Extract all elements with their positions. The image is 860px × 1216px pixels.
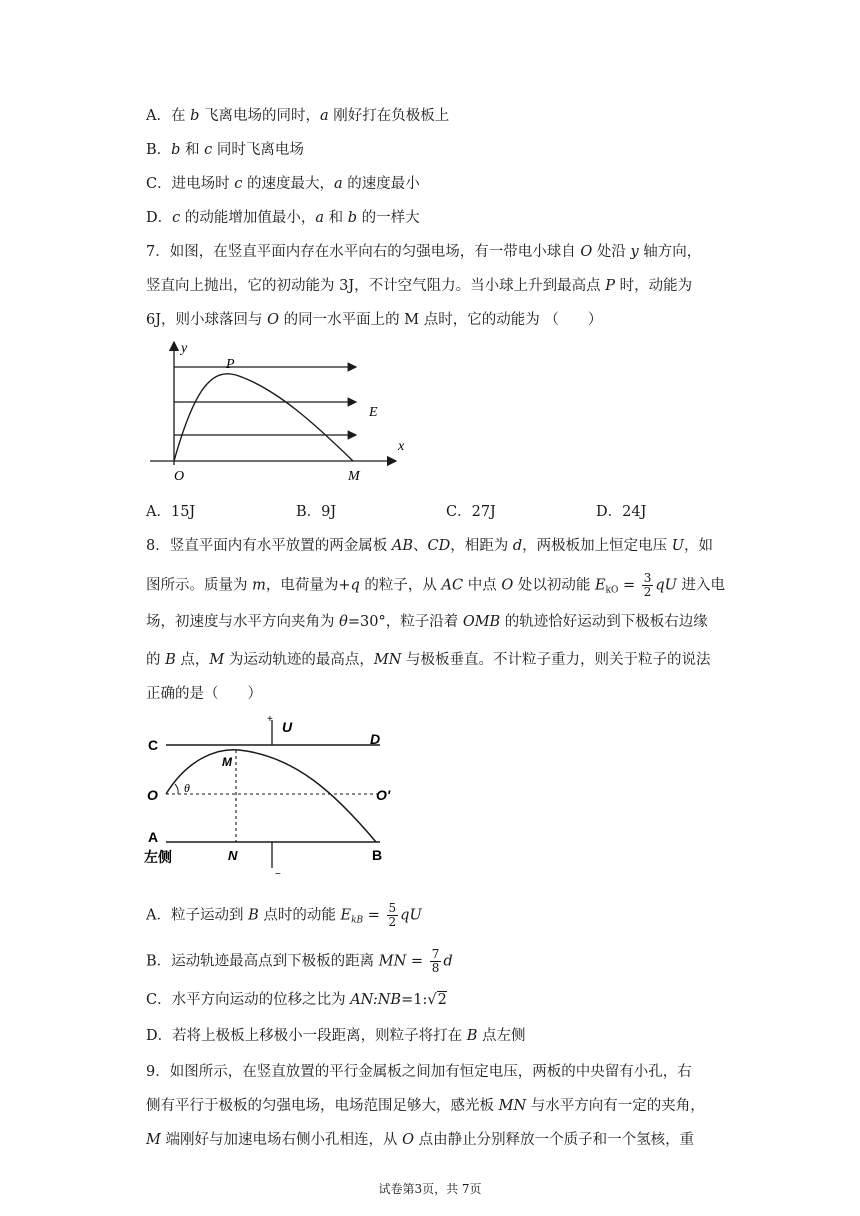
- q6-option-a: [146, 106, 449, 126]
- text: A．粒子运动到: [146, 907, 249, 924]
- text: 场，初速度与水平方向夹角为: [146, 614, 340, 630]
- q7-options: [146, 502, 706, 522]
- var: AC: [441, 577, 464, 594]
- text: 的同一水平面上的 M 点时，它的动能为 （ ）: [279, 312, 603, 328]
- text: 为运动轨迹的最高点，: [224, 652, 374, 668]
- fraction: [642, 572, 654, 599]
- q8-option-c: [146, 990, 447, 1010]
- label-theta: θ: [184, 781, 190, 795]
- text: 正确的是（ ）: [146, 686, 262, 702]
- text: 7．如图，在竖直平面内存在水平向右的匀强电场，有一带电小球自: [146, 244, 581, 260]
- denominator: 8: [431, 961, 440, 975]
- option-label: B．: [146, 142, 172, 158]
- var: MN: [373, 652, 402, 668]
- q7-option-d: D．24J: [596, 504, 647, 520]
- option-label: A．: [146, 108, 171, 124]
- denominator: 2: [388, 915, 397, 929]
- text: 的速度最大，: [242, 176, 334, 192]
- var: a: [315, 210, 325, 226]
- text: 刚好打在负极板上: [328, 108, 450, 124]
- text: 的轨迹恰好运动到下极板右边缘: [500, 614, 708, 630]
- var: m: [252, 577, 266, 594]
- var: U: [671, 538, 684, 554]
- q8-line-3: [146, 612, 708, 632]
- var: b: [171, 142, 181, 158]
- text: 进入电: [676, 577, 726, 594]
- radicand: 2: [437, 992, 447, 1008]
- text: 9．如图所示，在竖直放置的平行金属板之间加有恒定电压，两板的中央留有小孔，右: [146, 1064, 692, 1080]
- var: d: [512, 538, 523, 554]
- q8-line-1: [146, 536, 713, 556]
- var: d: [443, 953, 453, 970]
- var: b: [190, 108, 200, 124]
- text: ，两极板加上恒定电压: [522, 538, 672, 554]
- var: MN: [378, 953, 407, 970]
- var: b: [347, 210, 358, 226]
- text: 的动能增加值最小，: [180, 210, 316, 226]
- var: E: [594, 577, 606, 594]
- text: 6J，则小球落回与: [146, 312, 268, 328]
- text: 端刚好与加速电场右侧小孔相连，从: [160, 1132, 403, 1148]
- fraction: [430, 948, 442, 975]
- option-label: C．: [146, 176, 172, 192]
- text: B．运动轨迹最高点到下极板的距离: [146, 953, 379, 970]
- text: =30°，粒子沿着: [347, 614, 463, 630]
- text: ，电荷量为+: [265, 577, 351, 594]
- label-o-prime: O': [376, 787, 391, 803]
- label-x: x: [398, 439, 405, 454]
- label-c: C: [148, 737, 159, 753]
- q7-option-b: B．9J: [296, 504, 337, 520]
- text: 点，: [175, 652, 210, 668]
- label-y: y: [181, 341, 188, 356]
- label-d: D: [370, 731, 381, 747]
- text: 轴方向，: [638, 244, 702, 260]
- label-a: A: [148, 829, 159, 845]
- text: 时，动能为: [615, 278, 693, 294]
- text: 、: [412, 538, 428, 554]
- var: OMB: [462, 614, 501, 630]
- label-p: P: [226, 357, 235, 372]
- var: c: [204, 142, 213, 158]
- text: 的: [146, 652, 166, 668]
- text: 处沿: [592, 244, 631, 260]
- trajectory-curve: [166, 750, 376, 842]
- label-plus: +: [267, 714, 273, 725]
- fraction: [387, 902, 399, 929]
- text: ，如: [683, 538, 713, 554]
- q7-figure: [146, 340, 426, 485]
- text: 8．竖直平面内有水平放置的两金属板: [146, 538, 392, 554]
- text: 与水平方向有一定的夹角，: [526, 1098, 705, 1114]
- var: M: [146, 1132, 161, 1148]
- var: E: [340, 907, 352, 924]
- text: D．若将上极板上移极小一段距离，则粒子将打在: [146, 1028, 467, 1044]
- text: C．水平方向运动的位移之比为: [146, 992, 351, 1008]
- q9-line-2: [146, 1096, 705, 1116]
- label-n: N: [228, 848, 238, 863]
- label-o: O: [147, 787, 158, 803]
- text: 同时飞离电场: [212, 142, 304, 158]
- text: ，相距为: [450, 538, 513, 554]
- numerator: 7: [431, 947, 440, 961]
- text: 点时的动能: [258, 907, 341, 924]
- var: B: [466, 1028, 478, 1044]
- text: 的速度最小: [342, 176, 420, 192]
- q8-line-5: [146, 684, 262, 704]
- var: c: [172, 210, 181, 226]
- var: O: [402, 1132, 414, 1148]
- text: 的一样大: [357, 210, 420, 226]
- denominator: 2: [643, 585, 652, 599]
- var: O: [580, 244, 593, 260]
- text: 点由静止分别释放一个质子和一个氢核，重: [413, 1132, 695, 1148]
- q8-figure: [144, 712, 404, 882]
- var: AN:NB: [350, 992, 402, 1008]
- q7-option-c: C．27J: [446, 504, 496, 520]
- text: =1:: [401, 992, 428, 1008]
- var: y: [630, 244, 639, 260]
- subscript: kO: [605, 585, 619, 596]
- text: 和: [180, 142, 205, 158]
- q6-option-c: [146, 174, 420, 194]
- text: 竖直向上抛出，它的初动能为 3J，不计空气阻力。当小球上升到最高点: [146, 278, 606, 294]
- label-minus: −: [275, 869, 281, 880]
- q9-line-3: [146, 1130, 694, 1150]
- text: 中点: [463, 577, 502, 594]
- var: O: [501, 577, 514, 594]
- text: 的粒子，从: [359, 577, 442, 594]
- var: AB: [391, 538, 413, 554]
- var: a: [320, 108, 329, 124]
- subscript: kB: [351, 915, 364, 926]
- var: c: [234, 176, 243, 192]
- q6-option-d: [146, 208, 420, 228]
- label-m: M: [348, 469, 360, 484]
- text: =: [406, 953, 428, 970]
- q8-line-2: [146, 572, 725, 601]
- var: q: [350, 577, 360, 594]
- label-e: E: [369, 405, 378, 420]
- label-o: O: [174, 469, 185, 484]
- var: a: [333, 176, 343, 192]
- var: CD: [427, 538, 451, 554]
- q7-line-1: [146, 242, 701, 262]
- sqrt-sign: √: [427, 992, 437, 1008]
- var: θ: [339, 614, 348, 630]
- var: P: [605, 278, 616, 294]
- q7-line-2: [146, 276, 692, 296]
- var: MN: [498, 1098, 527, 1114]
- text: =: [618, 577, 640, 594]
- var: M: [209, 652, 225, 668]
- text: 飞离电场的同时，: [199, 108, 320, 124]
- text: 侧有平行于极板的匀强电场，电场范围足够大，感光板: [146, 1098, 499, 1114]
- angle-arc: [175, 784, 178, 794]
- q7-line-3: [146, 310, 602, 330]
- var: B: [165, 652, 176, 668]
- q9-line-1: [146, 1062, 692, 1082]
- var: qU: [400, 907, 422, 924]
- q8-option-b: [146, 948, 453, 975]
- text: 处以初动能: [513, 577, 595, 594]
- var: O: [267, 312, 280, 328]
- text: 和: [324, 210, 348, 226]
- label-left-side: 左侧: [144, 850, 172, 866]
- var: B: [248, 907, 259, 924]
- label-b: B: [372, 847, 383, 863]
- text: 进电场时: [171, 176, 235, 192]
- numerator: 3: [643, 571, 652, 585]
- text: 点左侧: [477, 1028, 526, 1044]
- var: qU: [655, 577, 677, 594]
- q8-line-4: [146, 650, 711, 670]
- text: =: [363, 907, 385, 924]
- q6-option-b: [146, 140, 304, 160]
- option-label: D．: [146, 210, 173, 226]
- label-m: M: [222, 755, 232, 769]
- label-u: U: [282, 719, 293, 735]
- q8-option-a: [146, 902, 422, 931]
- page-footer: 试卷第3页，共 7页: [378, 1182, 482, 1196]
- text: 在: [170, 108, 191, 124]
- q8-option-d: [146, 1026, 526, 1046]
- text: 与极板垂直。不计粒子重力，则关于粒子的说法: [401, 652, 711, 668]
- numerator: 5: [388, 901, 397, 915]
- text: 图所示。质量为: [146, 577, 253, 594]
- q7-option-a: A．15J: [146, 504, 196, 520]
- trajectory-curve: [174, 374, 353, 461]
